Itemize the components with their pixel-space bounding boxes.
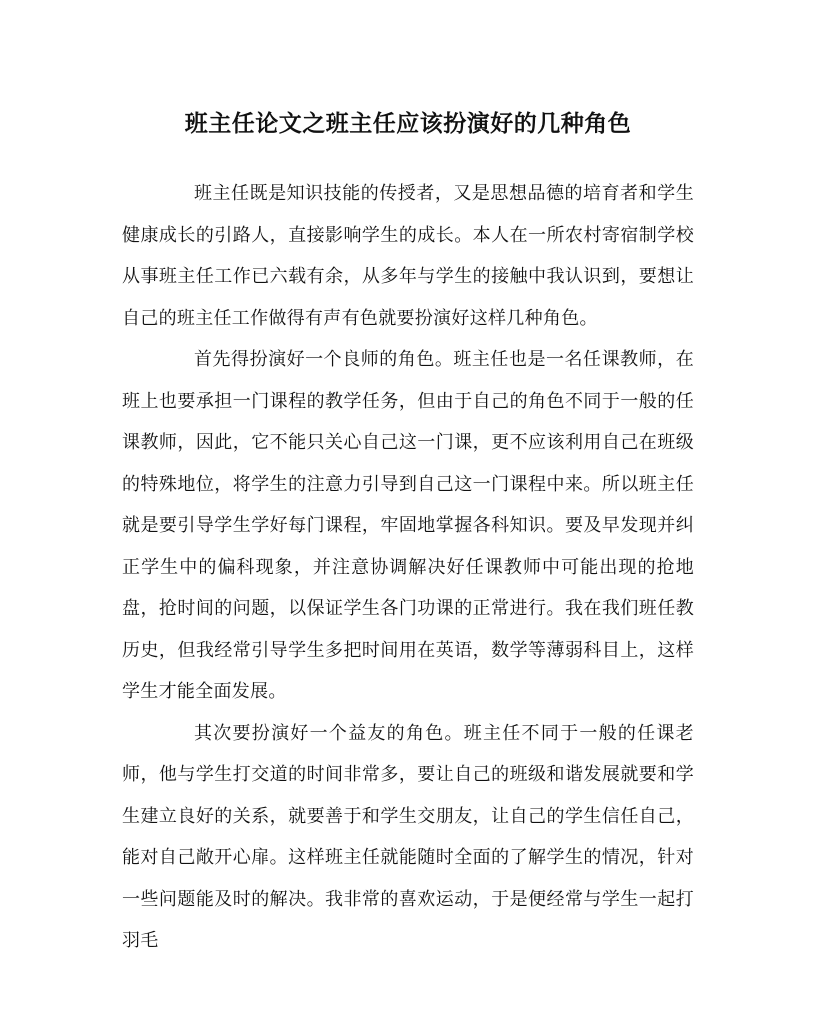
paragraph-friend-role: 其次要扮演好一个益友的角色。班主任不同于一般的任课老师，他与学生打交道的时间非常多，要让自己的班级和谐发展就要和学生建立良好的关系，就要善于和学生交朋友，让自己的学生信任自己，能对自己敞开心扉。这样班主任就能随时全面的了解学生的情况，针对一些问题能及时的解决。我非常的喜欢运动，于是便经常与学生一起打羽毛	[122, 722, 694, 951]
paragraph-teacher-role: 首先得扮演好一个良师的角色。班主任也是一名任课教师，在班上也要承担一门课程的教学任务，但由于自己的角色不同于一般的任课教师，因此，它不能只关心自己这一门课，更不应该利用自己在班级的特殊地位，将学生的注意力引导到自己这一门课程中来。所以班主任就是要引导学生学好每门课程，牢固地掌握各科知识。要及早发现并纠正学生中的偏科现象，并注意协调解决好任课教师中可能出现的抢地盘，抢时间的问题，以保证学生各门功课的正常进行。我在我们班任教历史，但我经常引导学生多把时间用在英语，数学等薄弱科目上，这样学生才能全面发展。	[122, 349, 694, 702]
document-body	[122, 173, 694, 962]
document-title: 班主任论文之班主任应该扮演好的几种角色	[184, 110, 632, 137]
paragraph-intro: 班主任既是知识技能的传授者，又是思想品德的培育者和学生健康成长的引路人，直接影响学生的成长。本人在一所农村寄宿制学校从事班主任工作已六载有余，从多年与学生的接触中我认识到，要想让自己的班主任工作做得有声有色就要扮演好这样几种角色。	[122, 183, 694, 329]
